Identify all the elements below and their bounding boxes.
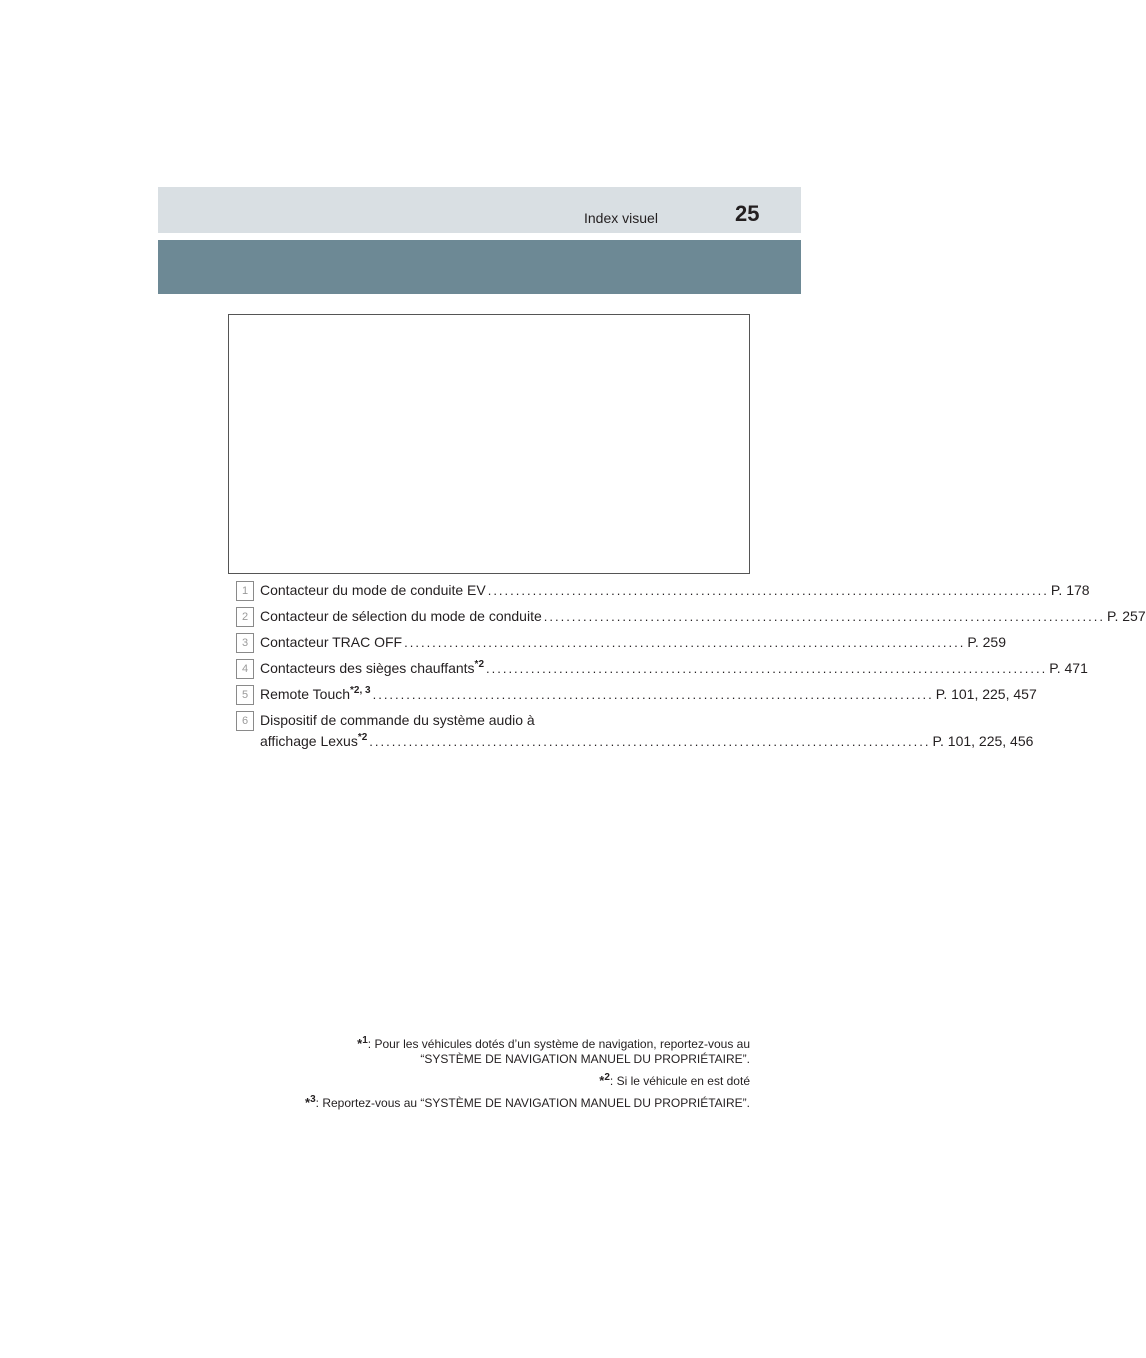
footnote-marker: *2, 3: [350, 685, 371, 696]
section-band: [158, 240, 801, 294]
footnote: *$^3$: Reportez-vous au “SYSTÈME DE NAVIGATION MANUEL DU PROPRIÉTAIRE”.: [305, 1094, 750, 1110]
footnotes: [150, 1036, 750, 1117]
footnote-marker: *2: [474, 659, 484, 670]
footnote: *$^2$: Si le véhicule en est doté: [599, 1072, 750, 1088]
item-label: Contacteurs des sièges chauffants$^{*2}$: [260, 659, 484, 676]
leader-dots: [369, 731, 930, 752]
list-item: [236, 632, 1006, 653]
item-number: 5: [236, 685, 254, 705]
page-number: 25: [735, 201, 760, 226]
page-reference[interactable]: P. 178: [1050, 582, 1090, 598]
page-reference[interactable]: P. 259: [967, 634, 1006, 650]
item-label: Contacteur de sélection du mode de conduite: [260, 608, 542, 624]
item-number: 4: [236, 659, 254, 679]
leader-dots: [488, 580, 1049, 601]
leader-dots: [373, 684, 934, 705]
list-item: [236, 684, 1037, 705]
list-item: [236, 580, 1090, 601]
item-number: 6: [236, 711, 254, 731]
page-reference[interactable]: P. 101, 225, 456: [932, 733, 1034, 749]
item-label: Contacteur TRAC OFF: [260, 634, 403, 650]
item-label-line1: Dispositif de commande du système audio à: [260, 712, 535, 728]
item-number: 2: [236, 607, 254, 627]
section-title: Index visuel: [584, 210, 658, 226]
item-label: Remote Touch$^{*2, 3}$: [260, 685, 371, 702]
list-item: [236, 710, 1034, 752]
leader-dots: [544, 606, 1105, 627]
page-reference[interactable]: P. 101, 225, 457: [935, 686, 1037, 702]
list-item: [236, 606, 1146, 627]
page-reference[interactable]: P. 471: [1049, 660, 1088, 676]
header-bar: [158, 187, 801, 233]
item-label: affichage Lexus$^{*2}$: [260, 732, 368, 749]
footnote: *$^1$: Pour les véhicules dotés d’un système de navigation, reportez-vous au “SYSTÈME DE NAVIGATION MANUEL DU PROPRIÉTAIRE”.: [357, 1035, 750, 1066]
item-label: Contacteur du mode de conduite EV: [260, 582, 486, 598]
item-number: 3: [236, 633, 254, 653]
item-list: [236, 580, 1146, 757]
list-item: [236, 658, 1088, 679]
page-reference[interactable]: P. 257: [1106, 608, 1146, 624]
leader-dots: [404, 632, 965, 653]
figure-frame: [228, 314, 750, 574]
leader-dots: [486, 658, 1047, 679]
item-number: 1: [236, 581, 254, 601]
footnote-marker: *2: [357, 732, 368, 743]
